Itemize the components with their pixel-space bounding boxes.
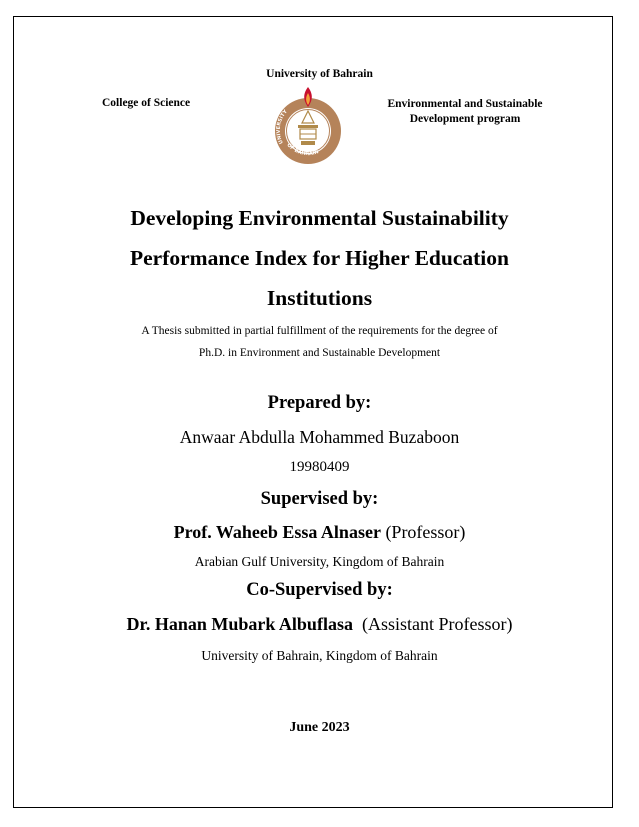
co-supervisor-affiliation: University of Bahrain, Kingdom of Bahrain bbox=[201, 648, 438, 663]
thesis-description bbox=[0, 320, 639, 364]
program-name bbox=[370, 97, 560, 127]
supervisor-line bbox=[0, 522, 639, 543]
title-line-2: Performance Index for Higher Education bbox=[129, 246, 509, 270]
title-line-3: Institutions bbox=[266, 286, 373, 310]
student-id: 19980409 bbox=[289, 459, 350, 475]
description-line-1: A Thesis submitted in partial fulfillment of the requirements for the degree of bbox=[141, 325, 498, 337]
program-line-2: Development program bbox=[409, 113, 521, 125]
author-name: Anwaar Abdulla Mohammed Buzaboon bbox=[179, 427, 460, 447]
description-line-2: Ph.D. in Environment and Sustainable Development bbox=[198, 347, 441, 359]
co-supervisor-line bbox=[0, 614, 639, 635]
co-supervised-by-heading: Co-Supervised by: bbox=[246, 580, 393, 600]
supervisor-affiliation: Arabian Gulf University, Kingdom of Bahrain bbox=[194, 554, 445, 569]
submission-date: June 2023 bbox=[289, 720, 350, 735]
supervised-by-heading: Supervised by: bbox=[260, 489, 379, 509]
seal-text-bottom: OF BAHRAIN bbox=[285, 142, 320, 158]
co-supervisor-name: Dr. Hanan Mubark Albuflasa bbox=[126, 614, 353, 634]
college-name: College of Science bbox=[102, 97, 191, 109]
supervisor-name: Prof. Waheeb Essa Alnaser bbox=[173, 522, 381, 542]
seal-text-left: UNIVERSITY bbox=[275, 108, 289, 145]
thesis-title bbox=[0, 198, 639, 318]
university-name: University of Bahrain bbox=[266, 68, 373, 80]
co-supervisor-rank: (Assistant Professor) bbox=[361, 614, 513, 634]
university-seal-icon bbox=[271, 85, 345, 167]
title-line-1: Developing Environmental Sustainability bbox=[130, 206, 509, 230]
prepared-by-heading: Prepared by: bbox=[267, 393, 372, 413]
supervisor-rank: (Professor) bbox=[385, 522, 466, 542]
program-line-1: Environmental and Sustainable bbox=[387, 98, 543, 110]
